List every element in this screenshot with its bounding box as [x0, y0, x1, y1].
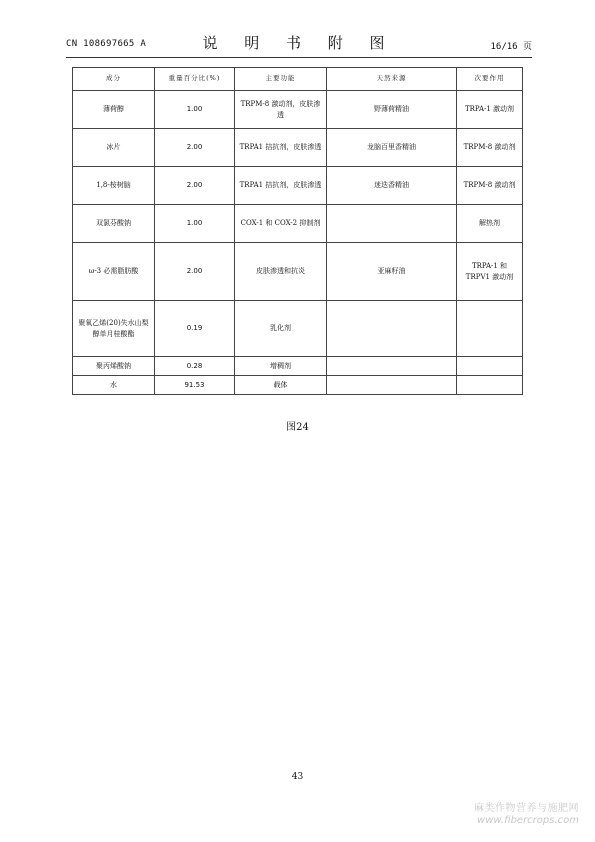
main-function-cell: COX-1 和 COX-2 抑制剂 [235, 205, 327, 243]
watermark-site-name: 麻类作物营养与施肥网 [474, 803, 579, 814]
table-row [73, 91, 523, 129]
table-row [73, 243, 523, 301]
main-function-cell: 皮肤渗透和抗炎 [235, 243, 327, 301]
main-function-cell: TRPM-8 激动剂，皮肤渗透 [235, 91, 327, 129]
weight-pct-cell: 0.19 [155, 301, 235, 357]
weight-pct-cell: 0.28 [155, 357, 235, 376]
ingredient-cell: 冰片 [73, 129, 155, 167]
natural-source-cell [327, 205, 457, 243]
table-row [73, 376, 523, 395]
column-header: 主要功能 [235, 68, 327, 91]
natural-source-cell: 龙脑百里香精油 [327, 129, 457, 167]
secondary-role-cell [457, 357, 523, 376]
column-header: 成分 [73, 68, 155, 91]
natural-source-cell [327, 357, 457, 376]
table-row [73, 167, 523, 205]
main-function-cell: TRPA1 拮抗剂，皮肤渗透 [235, 129, 327, 167]
secondary-role-cell: TRPM-8 激动剂 [457, 167, 523, 205]
document-title: 说 明 书 附 图 [202, 34, 396, 52]
ingredient-cell: 薄荷醇 [73, 91, 155, 129]
page-of-count: 16/16 页 [490, 42, 532, 52]
secondary-role-cell: TRPA-1 激动剂 [457, 91, 523, 129]
page-number: 43 [291, 772, 304, 782]
table-row [73, 357, 523, 376]
secondary-role-cell: TRPM-8 激动剂 [457, 129, 523, 167]
ingredient-cell: 双氯芬酸钠 [73, 205, 155, 243]
column-header: 天然来源 [327, 68, 457, 91]
table-row [73, 129, 523, 167]
ingredient-cell: 聚丙烯酸钠 [73, 357, 155, 376]
page-header [66, 30, 532, 56]
figure-caption: 图24 [286, 422, 309, 433]
table-row [73, 301, 523, 357]
secondary-role-cell [457, 301, 523, 357]
main-function-cell: 增稠剂 [235, 357, 327, 376]
weight-pct-cell: 1.00 [155, 91, 235, 129]
secondary-role-cell: TRPA-1 和 TRPV1 激动剂 [457, 243, 523, 301]
natural-source-cell: 野薄荷精油 [327, 91, 457, 129]
watermark-url: www.fibercrops.com [477, 814, 579, 826]
ingredient-cell: ω-3 必需脂肪酸 [73, 243, 155, 301]
column-header: 重量百分比(%) [155, 68, 235, 91]
ingredient-cell: 水 [73, 376, 155, 395]
secondary-role-cell [457, 376, 523, 395]
natural-source-cell [327, 301, 457, 357]
composition-table [72, 67, 523, 395]
weight-pct-cell: 2.00 [155, 129, 235, 167]
watermark [474, 803, 579, 826]
weight-pct-cell: 2.00 [155, 243, 235, 301]
weight-pct-cell: 1.00 [155, 205, 235, 243]
secondary-role-cell: 解热剂 [457, 205, 523, 243]
main-function-cell: 载体 [235, 376, 327, 395]
ingredient-cell: 1,8-桉树脑 [73, 167, 155, 205]
main-function-cell: 乳化剂 [235, 301, 327, 357]
header-rule [66, 57, 532, 58]
natural-source-cell [327, 376, 457, 395]
ingredient-cell: 聚氧乙烯(20)失水山梨醇单月桂酸酯 [73, 301, 155, 357]
natural-source-cell: 亚麻籽油 [327, 243, 457, 301]
natural-source-cell: 迷迭香精油 [327, 167, 457, 205]
main-function-cell: TRPA1 拮抗剂，皮肤渗透 [235, 167, 327, 205]
table-header-row [73, 68, 523, 91]
column-header: 次要作用 [457, 68, 523, 91]
publication-number: CN 108697665 A [66, 39, 147, 49]
table-row [73, 205, 523, 243]
weight-pct-cell: 91.53 [155, 376, 235, 395]
weight-pct-cell: 2.00 [155, 167, 235, 205]
